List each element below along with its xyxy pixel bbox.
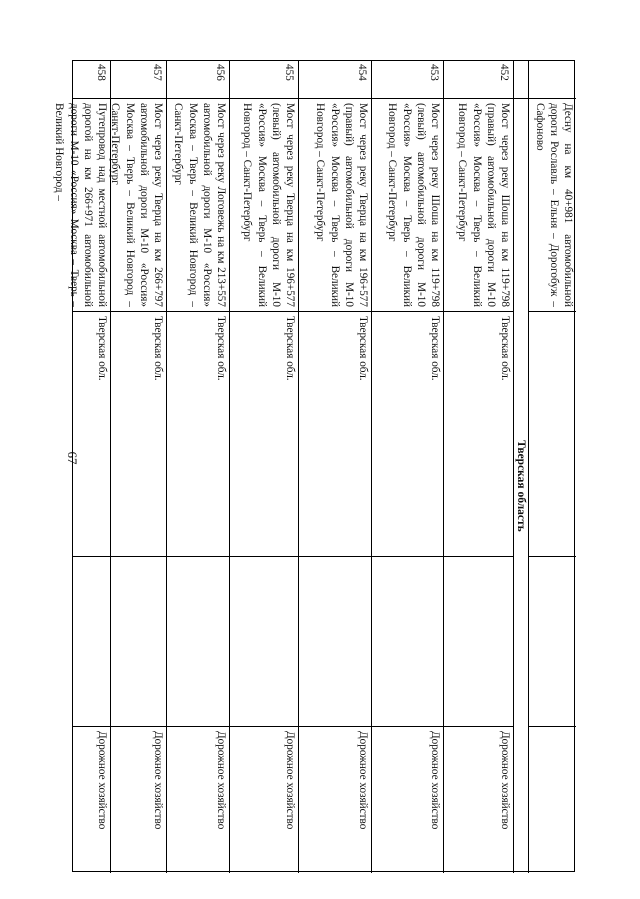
cell-sector: Дорожное хозяйство <box>152 731 164 830</box>
cell-description <box>372 557 443 727</box>
cell-number: 452 <box>444 61 513 99</box>
table-row <box>229 61 298 873</box>
cell-object-name: Мост через реку Шоша на км 119+798 (правый) автомобильной дороги М-10 «Россия» Москва – Тверь – Великий Новгород – Санкт-Петербург <box>444 99 513 312</box>
table-row <box>298 61 371 873</box>
cell-sector: Дорожное хозяйство <box>357 731 369 830</box>
cell-region: Тверская обл. <box>372 312 443 557</box>
cell-description <box>529 557 576 727</box>
cell-description <box>230 557 298 727</box>
cell-sector: Дорожное хозяйство <box>499 731 511 830</box>
cell-object-name: Десну на км 40+981 автомобильной дороги Рославль – Ельня – Дорогобуж – Сафоново <box>529 99 576 312</box>
cell-number: 454 <box>299 61 371 99</box>
cell-description <box>111 557 166 727</box>
table-row-continuation <box>528 61 576 873</box>
cell-description <box>73 557 110 727</box>
document-table <box>53 61 576 873</box>
cell-description <box>167 557 229 727</box>
cell-number: 457 <box>111 61 166 99</box>
region-header: Тверская область <box>515 440 527 532</box>
document-table-frame <box>53 60 575 872</box>
cell-sector: Дорожное хозяйство <box>96 731 108 830</box>
cell-object-name: Мост через реку Шоша на км 119+798 (левый) автомобильной дороги М-10 «Россия» Москва – Тверь – Великий Новгород – Санкт-Петербург <box>372 99 443 312</box>
cell-number: 456 <box>167 61 229 99</box>
cell-sector: Дорожное хозяйство <box>429 731 441 830</box>
cell-region: Тверская обл. <box>444 312 513 557</box>
cell-sector: Дорожное хозяйство <box>215 731 227 830</box>
page-number: 67 <box>65 451 80 465</box>
cell-number: 453 <box>372 61 443 99</box>
cell-number: 458 <box>73 61 110 99</box>
cell-region: Тверская обл. <box>111 312 166 557</box>
cell-object-name: Мост через реку Логовежь на км 213+557 автомобильной дороги М-10 «Россия» Москва – Тверь – Великий Новгород – Санкт-Петербург <box>167 99 229 312</box>
cell-region: Тверская обл. <box>299 312 371 557</box>
table-row <box>443 61 513 873</box>
cell-region: Тверская обл. <box>230 312 298 557</box>
cell-sector <box>529 727 576 873</box>
cell-number <box>529 61 576 99</box>
cell-object-name: Мост через реку Тверца на км 196+577 (правый) автомобильной дороги М-10 «Россия» Москва – Тверь – Великий Новгород – Санкт-Петербург <box>299 99 371 312</box>
cell-description <box>444 557 513 727</box>
table-row <box>166 61 229 873</box>
cell-number <box>514 61 528 99</box>
cell-object-name: Мост через реку Тверца на км 196+577 (левый) автомобильной дороги М-10 «Россия» Москва – Тверь – Великий Новгород – Санкт-Петербург <box>230 99 298 312</box>
table-row <box>371 61 443 873</box>
cell-description <box>299 557 371 727</box>
cell-region: Тверская обл. <box>167 312 229 557</box>
cell-sector: Дорожное хозяйство <box>284 731 296 830</box>
table-row <box>110 61 166 873</box>
cell-region <box>529 312 576 557</box>
cell-object-name: Путепровод над местной автомобильной дорогой на км 266+971 автомобильной дороги М-10 «Россия» Москва – Тверь – Великий Новгород – <box>73 99 110 312</box>
cell-region: Тверская обл. <box>73 312 110 557</box>
region-header-row <box>513 61 528 873</box>
cell-object-name: Мост через реку Тверца на км 266+797 автомобильной дороги М-10 «Россия» Москва – Тверь – Великий Новгород – Санкт-Петербург <box>111 99 166 312</box>
cell-number: 455 <box>230 61 298 99</box>
